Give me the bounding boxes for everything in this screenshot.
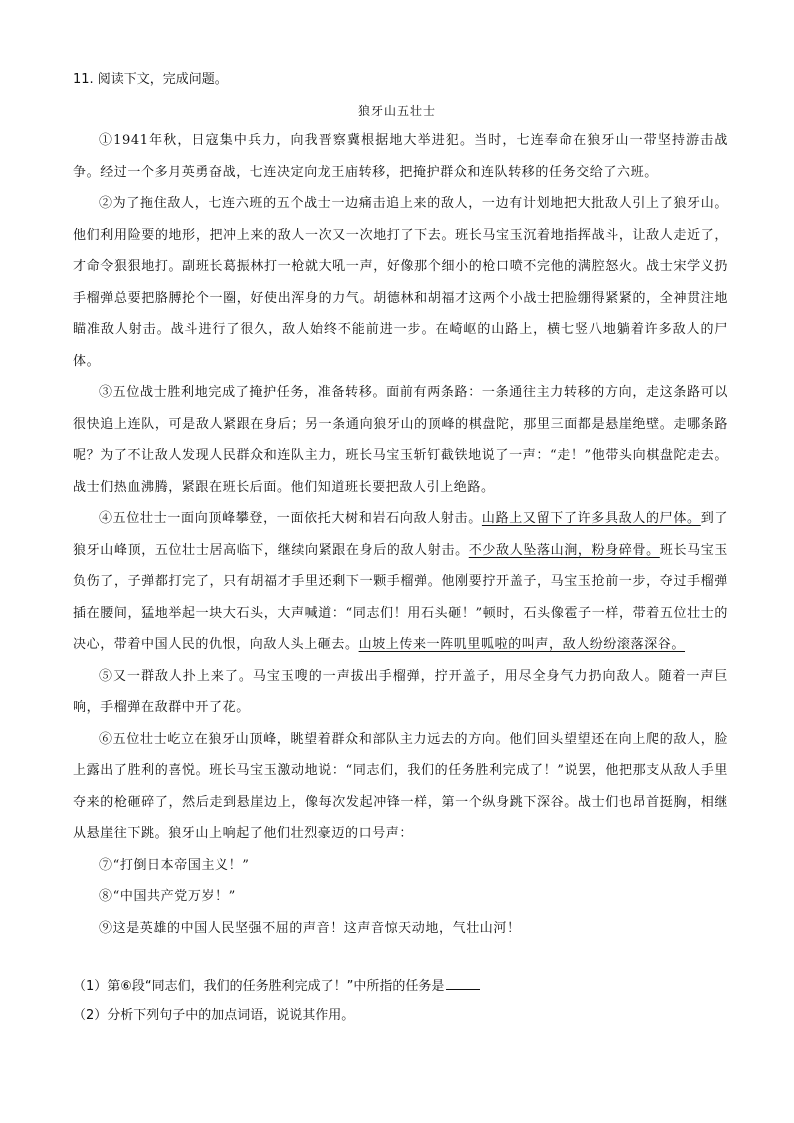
sub-question-2: （2）分析下列句子中的加点词语，说说其作用。 [73, 1008, 355, 1023]
underlined-sentence: 山坡上传来一阵叽里呱啦的叫声，敌人纷纷滚落深谷。 [358, 637, 686, 652]
article-title: 狼牙山五壮士 [357, 104, 436, 118]
underlined-sentence: 山路上又留下了许多具敌人的尸体。 [481, 511, 701, 526]
paragraph-2: ②为了拖住敌人，七连六班的五个战士一边痛击追上来的敌人，一边有计划地把大批敌人引上了狼牙山。他们利用险要的地形，把冲上来的敌人一次又一次地打了下去。班长马宝玉沉着地指挥战斗，让敌人走近了，才命令狠狠地打。副班长葛振林打一枪就大吼一声，好像那个细小的枪口喷不完他的满腔怒火。战士宋学义扔手榴弹总要把胳膊抡个一圈，好使出浑身的力气。胡德林和胡福才这两个小战士把脸绷得紧紧的，全神贯注地瞄准敌人射击。战斗进行了很久，敌人始终不能前进一步。在崎岖的山路上，横七竖八地躺着许多敌人的尸体。 [73, 196, 728, 369]
article-body [73, 125, 728, 944]
paragraph-8: ⑧“中国共产党万岁！” [99, 889, 236, 904]
sub-question-1: （1）第⑥段“同志们，我们的任务胜利完成了！”中所指的任务是 [73, 975, 480, 994]
question-header: 11. 阅读下文，完成问题。 [73, 72, 228, 87]
paragraph-5: ⑤又一群敌人扑上来了。马宝玉嗖的一声拔出手榴弹，拧开盖子，用尽全身气力扔向敌人。随着一声巨响，手榴弹在敌群中开了花。 [73, 668, 728, 715]
paragraph-1: ①1941年秋，日寇集中兵力，向我晋察冀根据地大举进犯。当时，七连奉命在狼牙山一带坚持游击战争。经过一个多月英勇奋战，七连决定向龙王庙转移，把掩护群众和连队转移的任务交给了六班。 [73, 133, 728, 180]
paragraph-9: ⑨这是英雄的中国人民坚强不屈的声音！这声音惊天动地，气壮山河！ [99, 920, 521, 936]
answer-blank[interactable] [446, 977, 480, 990]
paragraph-4: ④五位壮士一面向顶峰攀登，一面依托大树和岩石向敌人射击。山路上又留下了许多具敌人的尸体。到了狼牙山峰顶，五位壮士居高临下，继续向紧跟在身后的敌人射击。不少敌人坠落山涧，粉身碎骨。班长马宝玉负伤了，子弹都打完了，只有胡福才手里还剩下一颗手榴弹。他刚要拧开盖子，马宝玉抢前一步，夺过手榴弹插在腰间，猛地举起一块大石头，大声喊道：“同志们！用石头砸！”顿时，石头像雹子一样，带着五位壮士的决心，带着中国人民的仇恨，向敌人头上砸去。山坡上传来一阵叽里呱啦的叫声，敌人纷纷滚落深谷。 [73, 511, 728, 652]
paragraph-7: ⑦“打倒日本帝国主义！” [99, 857, 250, 873]
underlined-sentence: 不少敌人坠落山涧，粉身碎骨。 [468, 542, 660, 558]
paragraph-6: ⑥五位壮士屹立在狼牙山顶峰，眺望着群众和部队主力远去的方向。他们回头望望还在向上爬的敌人，脸上露出了胜利的喜悦。班长马宝玉激动地说：“同志们，我们的任务胜利完成了！”说罢，他把那支从敌人手里夺来的枪砸碎了，然后走到悬崖边上，像每次发起冲锋一样，第一个纵身跳下深谷。战士们也昂首挺胸，相继从悬崖往下跳。狼牙山上响起了他们壮烈豪迈的口号声： [73, 731, 728, 841]
paragraph-3: ③五位战士胜利地完成了掩护任务，准备转移。面前有两条路：一条通往主力转移的方向，走这条路可以很快追上连队，可是敌人紧跟在身后；另一条通向狼牙山的顶峰的棋盘陀，那里三面都是悬崖绝壁。走哪条路呢？为了不让敌人发现人民群众和连队主力，班长马宝玉斩钉截铁地说了一声：“走！”他带头向棋盘陀走去。战士们热血沸腾，紧跟在班长后面。他们知道班长要把敌人引上绝路。 [73, 385, 728, 495]
